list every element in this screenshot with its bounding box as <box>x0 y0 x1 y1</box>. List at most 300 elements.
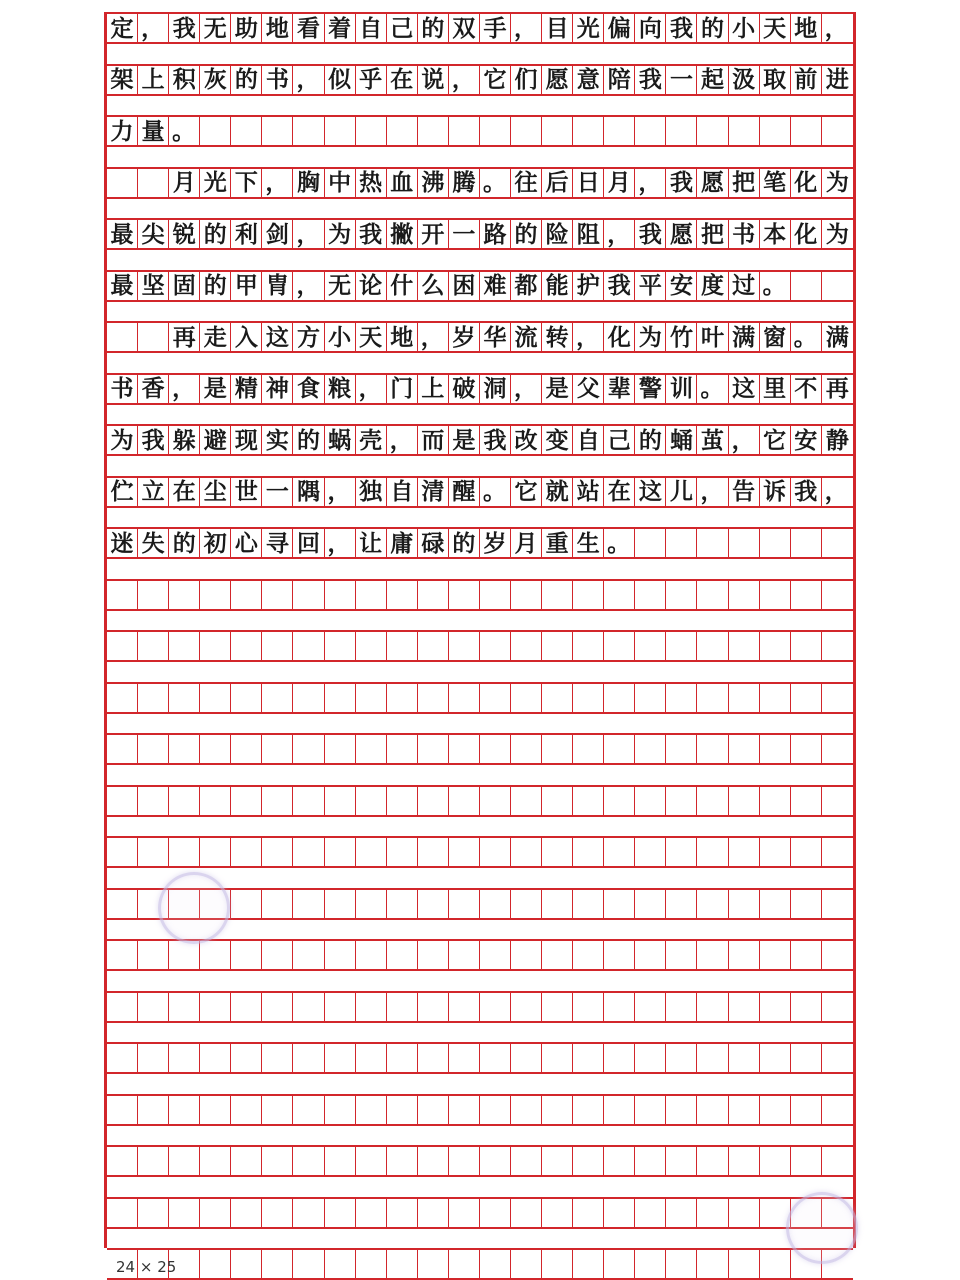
grid-cell <box>325 1147 356 1175</box>
grid-cell: 护 <box>573 272 604 300</box>
grid-cell: 什 <box>387 272 418 300</box>
grid-cell <box>449 941 480 969</box>
grid-cell: 甲 <box>231 272 262 300</box>
grid-cell: 再 <box>825 375 849 402</box>
grid-row <box>107 939 853 971</box>
grid-cell: 么 <box>418 272 449 300</box>
grid-cell: 的 <box>169 529 200 557</box>
grid-cell: 入 <box>231 323 262 351</box>
grid-cell <box>325 787 356 815</box>
grid-cell: 一 <box>666 66 697 94</box>
grid-cell: 路 <box>480 220 511 248</box>
grid-cell <box>418 838 449 866</box>
grid-cell <box>697 1250 728 1278</box>
grid-cell <box>169 581 200 609</box>
grid-cell <box>760 581 791 609</box>
grid-cell: 它 <box>480 66 511 94</box>
grid-cell: 站 <box>573 478 604 506</box>
grid-cell <box>635 529 666 557</box>
grid-cell <box>169 1044 200 1072</box>
grid-cell <box>293 993 324 1021</box>
grid-row <box>107 476 853 508</box>
grid-cell: 化 <box>791 169 822 197</box>
grid-cell <box>387 117 418 145</box>
grid-cell <box>325 993 356 1021</box>
grid-cell <box>262 1250 293 1278</box>
grid-cell <box>293 1147 324 1175</box>
grid-cell <box>729 993 760 1021</box>
grid-cell <box>387 1096 418 1124</box>
grid-cell <box>231 1147 262 1175</box>
grid-cell <box>231 1199 262 1227</box>
grid-cell <box>791 993 822 1021</box>
grid-cell <box>200 993 231 1021</box>
grid-cell: 茧 <box>697 426 728 454</box>
grid-cell: 。 <box>760 272 791 300</box>
grid-cell <box>511 1199 542 1227</box>
grid-cell: 中 <box>325 169 356 197</box>
grid-cell <box>542 890 573 918</box>
grid-cell <box>542 941 573 969</box>
grid-cell <box>325 735 356 763</box>
grid-cell <box>542 581 573 609</box>
grid-cell <box>418 890 449 918</box>
grid-cell: 我 <box>666 14 697 42</box>
grid-cell <box>697 1199 728 1227</box>
grid-cell: 上 <box>138 66 169 94</box>
grid-cell <box>138 581 169 609</box>
grid-cell <box>200 632 231 660</box>
grid-cell: 失 <box>138 529 169 557</box>
grid-cell <box>697 941 728 969</box>
grid-cell <box>356 117 387 145</box>
grid-cell <box>542 632 573 660</box>
grid-cell <box>325 632 356 660</box>
grid-cell <box>107 735 138 763</box>
grid-cell <box>604 787 635 815</box>
grid-cell: 改 <box>511 426 542 454</box>
grid-row <box>107 630 853 662</box>
grid-cell: 洞 <box>480 375 511 403</box>
grid-cell <box>107 1147 138 1175</box>
grid-cell <box>604 890 635 918</box>
grid-cell: 把 <box>729 169 760 197</box>
grid-cell <box>480 941 511 969</box>
grid-row <box>107 12 853 44</box>
grid-cell: 书 <box>262 66 293 94</box>
grid-cell: 坚 <box>138 272 169 300</box>
grid-cell <box>356 941 387 969</box>
grid-cell <box>573 117 604 145</box>
grid-cell: 它 <box>511 478 542 506</box>
grid-cell: 进 <box>825 66 849 93</box>
grid-row <box>107 527 853 559</box>
grid-cell <box>511 1250 542 1278</box>
grid-cell: 变 <box>542 426 573 454</box>
grid-cell: 胄 <box>262 272 293 300</box>
grid-cell: 满 <box>729 323 760 351</box>
grid-cell: 尘 <box>200 478 231 506</box>
grid-cell <box>356 632 387 660</box>
grid-cell: ， <box>697 478 728 506</box>
grid-cell <box>542 838 573 866</box>
grid-cell: 。 <box>791 323 822 351</box>
grid-cell <box>449 838 480 866</box>
grid-cell <box>542 1147 573 1175</box>
grid-cell: 月 <box>169 169 200 197</box>
grid-cell: 告 <box>729 478 760 506</box>
grid-cell <box>760 1147 791 1175</box>
grid-cell <box>480 684 511 712</box>
grid-cell <box>511 941 542 969</box>
grid-cell <box>635 1199 666 1227</box>
grid-cell <box>666 1147 697 1175</box>
grid-cell <box>138 1096 169 1124</box>
grid-cell: 月 <box>511 529 542 557</box>
grid-cell: 最 <box>107 272 138 300</box>
grid-cell <box>480 117 511 145</box>
grid-cell: ， <box>325 529 356 557</box>
grid-cell: 我 <box>138 426 169 454</box>
grid-cell <box>542 735 573 763</box>
grid-cell <box>697 787 728 815</box>
grid-cell <box>387 838 418 866</box>
grid-row <box>107 1042 853 1074</box>
grid-cell <box>729 1147 760 1175</box>
grid-cell: ， <box>262 169 293 197</box>
grid-cell <box>542 684 573 712</box>
grid-cell <box>666 1199 697 1227</box>
grid-cell <box>418 1199 449 1227</box>
grid-cell: 意 <box>573 66 604 94</box>
grid-cell <box>356 1199 387 1227</box>
grid-row <box>107 424 853 456</box>
grid-size-label: 24 × 25 <box>116 1258 177 1276</box>
grid-cell: ， <box>325 478 356 506</box>
grid-cell: 生 <box>573 529 604 557</box>
grid-cell: 小 <box>729 14 760 42</box>
grid-cell <box>604 838 635 866</box>
grid-cell <box>635 941 666 969</box>
grid-row <box>107 218 853 250</box>
grid-cell <box>573 735 604 763</box>
grid-cell: 而 <box>418 426 449 454</box>
grid-cell <box>791 890 822 918</box>
grid-cell <box>356 1250 387 1278</box>
grid-cell <box>262 735 293 763</box>
grid-cell: ， <box>449 66 480 94</box>
grid-cell <box>666 632 697 660</box>
grid-cell <box>480 581 511 609</box>
grid-cell <box>293 117 324 145</box>
grid-cell <box>262 993 293 1021</box>
grid-cell <box>107 581 138 609</box>
grid-cell: 看 <box>293 14 324 42</box>
grid-cell: 化 <box>604 323 635 351</box>
grid-cell: 隅 <box>293 478 324 506</box>
grid-cell <box>480 787 511 815</box>
grid-cell: 愿 <box>542 66 573 94</box>
grid-cell: 儿 <box>666 478 697 506</box>
grid-cell: 把 <box>697 220 728 248</box>
grid-cell <box>822 272 853 300</box>
grid-cell <box>231 632 262 660</box>
grid-cell <box>573 941 604 969</box>
grid-cell: 在 <box>604 478 635 506</box>
grid-cell <box>200 1199 231 1227</box>
grid-cell: ， <box>824 478 848 505</box>
grid-cell <box>480 735 511 763</box>
grid-cell <box>635 117 666 145</box>
grid-cell: 双 <box>449 14 480 42</box>
grid-cell: ， <box>293 220 324 248</box>
grid-cell <box>418 735 449 763</box>
grid-cell: 度 <box>697 272 728 300</box>
grid-cell: 香 <box>138 375 169 403</box>
grid-cell: 重 <box>542 529 573 557</box>
grid-cell <box>604 1199 635 1227</box>
grid-cell <box>387 890 418 918</box>
grid-cell: 愿 <box>666 220 697 248</box>
grid-cell <box>107 1044 138 1072</box>
grid-cell <box>356 1147 387 1175</box>
grid-row <box>107 167 853 199</box>
grid-cell: 是 <box>542 375 573 403</box>
grid-cell <box>511 787 542 815</box>
grid-cell <box>729 838 760 866</box>
grid-cell <box>760 1250 791 1278</box>
grid-cell <box>604 684 635 712</box>
grid-cell <box>231 993 262 1021</box>
grid-cell <box>604 581 635 609</box>
grid-cell: 警 <box>635 375 666 403</box>
grid-cell <box>107 684 138 712</box>
grid-cell <box>449 787 480 815</box>
grid-cell: 力 <box>107 117 138 145</box>
grid-cell <box>480 1250 511 1278</box>
grid-cell <box>356 684 387 712</box>
grid-cell: 地 <box>387 323 418 351</box>
grid-cell <box>666 1250 697 1278</box>
grid-cell: 蜗 <box>325 426 356 454</box>
grid-cell <box>356 838 387 866</box>
grid-cell <box>200 1250 231 1278</box>
grid-cell <box>480 632 511 660</box>
grid-cell: 笔 <box>760 169 791 197</box>
grid-cell <box>449 581 480 609</box>
grid-cell <box>729 117 760 145</box>
grid-cell: 着 <box>325 14 356 42</box>
grid-cell <box>200 684 231 712</box>
grid-cell <box>791 581 822 609</box>
grid-cell <box>107 890 138 918</box>
grid-cell <box>697 632 728 660</box>
grid-cell <box>449 632 480 660</box>
grid-cell <box>791 529 822 557</box>
grid-cell <box>697 735 728 763</box>
grid-cell: 我 <box>791 478 822 506</box>
grid-cell: 为 <box>825 220 849 248</box>
grid-cell <box>262 684 293 712</box>
grid-cell <box>231 787 262 815</box>
grid-cell: 胸 <box>293 169 324 197</box>
grid-cell: 安 <box>791 426 822 454</box>
grid-cell <box>822 993 853 1021</box>
grid-cell <box>293 838 324 866</box>
grid-cell: 天 <box>356 323 387 351</box>
grid-cell: 在 <box>169 478 200 506</box>
grid-cell <box>635 1147 666 1175</box>
grid-cell: 能 <box>542 272 573 300</box>
grid-cell <box>511 1044 542 1072</box>
grid-row <box>107 373 853 405</box>
grid-cell <box>231 1044 262 1072</box>
grid-cell: 醒 <box>449 478 480 506</box>
grid-cell <box>480 1199 511 1227</box>
grid-cell: 化 <box>791 220 822 248</box>
grid-cell <box>262 632 293 660</box>
grid-cell <box>231 684 262 712</box>
grid-cell <box>511 581 542 609</box>
grid-cell: 诉 <box>760 478 791 506</box>
grid-cell <box>418 684 449 712</box>
grid-cell <box>604 117 635 145</box>
grid-cell: 方 <box>293 323 324 351</box>
grid-cell <box>760 529 791 557</box>
grid-cell <box>356 890 387 918</box>
grid-cell: 流 <box>511 323 542 351</box>
grid-cell <box>169 1199 200 1227</box>
grid-cell: 天 <box>760 14 791 42</box>
grid-cell <box>138 169 169 197</box>
grid-cell <box>604 632 635 660</box>
grid-cell: 取 <box>760 66 791 94</box>
grid-cell <box>356 581 387 609</box>
grid-cell: 自 <box>356 14 387 42</box>
grid-cell <box>511 1147 542 1175</box>
grid-cell <box>387 941 418 969</box>
grid-cell <box>760 117 791 145</box>
grid-cell <box>418 993 449 1021</box>
grid-row <box>107 1094 853 1126</box>
grid-cell: 是 <box>449 426 480 454</box>
grid-cell <box>635 787 666 815</box>
grid-cell: 避 <box>200 426 231 454</box>
grid-cell <box>542 1044 573 1072</box>
grid-cell: 满 <box>825 323 849 351</box>
grid-cell <box>107 1096 138 1124</box>
grid-row <box>107 270 853 302</box>
grid-cell <box>635 581 666 609</box>
grid-cell: 最 <box>107 220 138 248</box>
grid-cell <box>760 838 791 866</box>
grid-cell: 走 <box>200 323 231 351</box>
grid-cell <box>573 787 604 815</box>
grid-row <box>107 733 853 765</box>
grid-cell: 我 <box>604 272 635 300</box>
grid-cell: 积 <box>169 66 200 94</box>
grid-cell <box>511 993 542 1021</box>
grid-cell <box>822 1096 853 1124</box>
grid-cell <box>107 941 138 969</box>
grid-cell: 下 <box>231 169 262 197</box>
grid-cell <box>635 890 666 918</box>
grid-row <box>107 991 853 1023</box>
grid-cell: 心 <box>231 529 262 557</box>
grid-cell <box>573 993 604 1021</box>
grid-cell: 的 <box>697 14 728 42</box>
grid-cell <box>666 838 697 866</box>
grid-cell <box>822 787 853 815</box>
grid-cell <box>604 1147 635 1175</box>
grid-cell <box>760 684 791 712</box>
grid-cell: 过 <box>729 272 760 300</box>
grid-cell: 地 <box>262 14 293 42</box>
grid-cell <box>480 1147 511 1175</box>
grid-cell: 躲 <box>169 426 200 454</box>
grid-cell <box>729 632 760 660</box>
grid-cell: 架 <box>107 66 138 94</box>
grid-cell: ， <box>573 323 604 351</box>
grid-row <box>107 682 853 714</box>
grid-cell <box>169 993 200 1021</box>
grid-cell <box>511 838 542 866</box>
grid-cell: 在 <box>387 66 418 94</box>
grid-cell: 。 <box>480 478 511 506</box>
grid-cell <box>356 787 387 815</box>
grid-cell <box>729 941 760 969</box>
grid-cell: 训 <box>666 375 697 403</box>
grid-cell <box>418 1096 449 1124</box>
grid-cell: 月 <box>604 169 635 197</box>
grid-cell <box>573 684 604 712</box>
grid-cell <box>387 1147 418 1175</box>
grid-cell: 里 <box>760 375 791 403</box>
grid-cell: ， <box>356 375 387 403</box>
grid-cell <box>760 735 791 763</box>
grid-cell: 世 <box>231 478 262 506</box>
grid-cell <box>356 1044 387 1072</box>
grid-cell: 我 <box>635 220 666 248</box>
grid-cell <box>791 838 822 866</box>
grid-cell: 腾 <box>449 169 480 197</box>
grid-cell <box>107 838 138 866</box>
grid-cell: 不 <box>791 375 822 403</box>
grid-cell <box>791 735 822 763</box>
grid-cell <box>200 838 231 866</box>
grid-cell <box>262 838 293 866</box>
grid-cell <box>231 1096 262 1124</box>
grid-cell: 困 <box>449 272 480 300</box>
grid-cell <box>697 890 728 918</box>
grid-cell: 的 <box>418 14 449 42</box>
grid-cell <box>449 890 480 918</box>
grid-cell <box>107 993 138 1021</box>
grid-cell: 我 <box>635 66 666 94</box>
grid-cell <box>480 993 511 1021</box>
grid-cell <box>387 632 418 660</box>
grid-cell: 论 <box>356 272 387 300</box>
grid-cell: 陪 <box>604 66 635 94</box>
grid-cell <box>418 941 449 969</box>
grid-cell <box>697 993 728 1021</box>
grid-cell: 后 <box>542 169 573 197</box>
grid-cell <box>542 1096 573 1124</box>
grid-cell <box>573 581 604 609</box>
grid-cell: ， <box>293 66 324 94</box>
grid-cell <box>293 632 324 660</box>
grid-cell: 庸 <box>387 529 418 557</box>
